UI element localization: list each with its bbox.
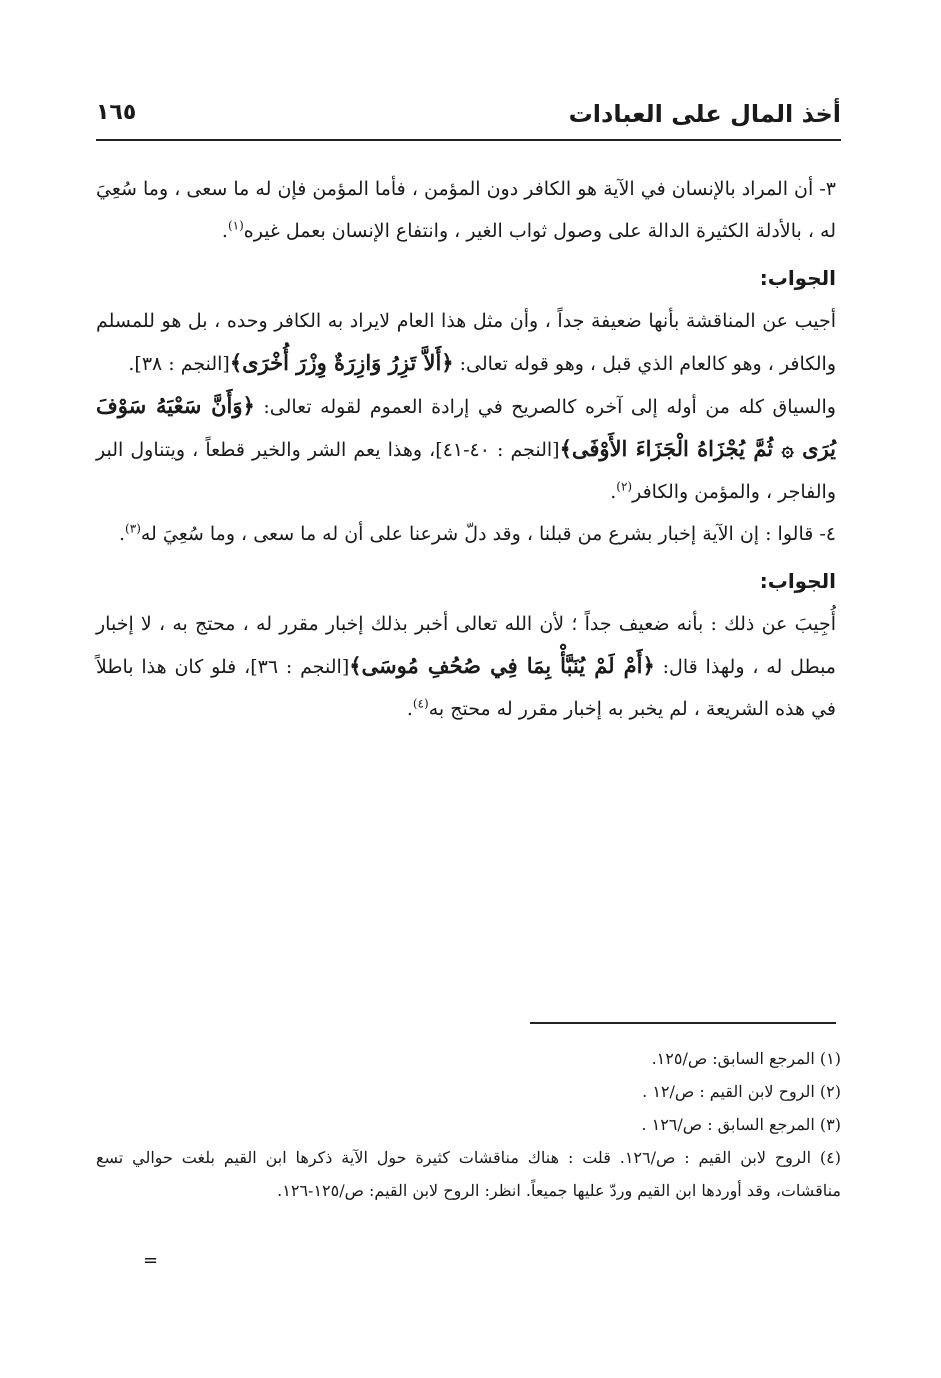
- footnote-ref-2: (٢): [616, 479, 633, 494]
- page-number: ١٦٥: [96, 100, 137, 125]
- paragraph-answer-1: أجيب عن المناقشة بأنها ضعيفة جداً ، وأن مثل هذا العام لايراد به الكافر وحده ، بل هو للمسلم والكافر ، وهو كالعام الذي قبل ، وهو قوله تعالى: ﴿أَلاَّ تَزِرُ وَازِرَةٌ وِزْرَ أُخْرَى﴾[النجم : ٣٨].: [96, 310, 836, 375]
- answer-heading-1: الجواب:: [759, 266, 836, 290]
- answer-heading-2: الجواب:: [759, 569, 836, 593]
- footnotes: [96, 1042, 841, 1207]
- footnote-3: (٣) المرجع السابق : ص/١٢٦ .: [641, 1115, 841, 1134]
- paragraph-context: والسياق كله من أوله إلى آخره كالصريح في إرادة العموم لقوله تعالى: ﴿وَأَنَّ سَعْيَهُ سَوْفَ يُرَى ۞ ثُمَّ يُجْزَاهُ الْجَزَاءَ الأَوْفَى﴾[النجم : ٤٠-٤١]، وهذا يعم الشر والخير قطعاً ، ويتناول البر والفاجر ، والمؤمن والكافر$^{(٢)}$.: [96, 393, 836, 503]
- quran-verse: ﴿وَأَنَّ سَعْيَهُ سَوْفَ يُرَى ۞ ثُمَّ يُجْزَاهُ الْجَزَاءَ الأَوْفَى﴾: [96, 393, 836, 461]
- paragraph-point-4: ٤- قالوا : إن الآية إخبار بشرع من قبلنا ، وقد دلّ شرعنا على أن له ما سعى ، وما سُعِيَ له$^{(٣)}$.: [119, 521, 836, 545]
- header-rule: [96, 139, 841, 141]
- paragraph-answer-2: أُجِيبَ عن ذلك : بأنه ضعيف جداً ؛ لأن الله تعالى أخبر بذلك إخبار مقرر له ، محتج به ، لا إخبار مبطل له ، ولهذا قال: ﴿أَمْ لَمْ يُنَبَّأْ بِمَا فِي صُحُفِ مُوسَى﴾[النجم : ٣٦]، فلو كان هذا باطلاً في هذه الشريعة ، لم يخبر به إخبار مقرر له محتج به$^{(٤)}$.: [96, 613, 836, 720]
- page-header: [96, 96, 841, 136]
- footnote-4: (٤) الروح لابن القيم : ص/١٢٦. قلت : هناك مناقشات كثيرة حول الآية ذكرها ابن القيم بلغت حوالي تسع مناقشات، وقد أوردها ابن القيم وردّ عليها جميعاً. انظر: الروح لابن القيم: ص/١٢٥-١٢٦.: [96, 1148, 841, 1200]
- continuation-mark: =: [143, 1250, 159, 1271]
- quran-verse: ﴿أَلاَّ تَزِرُ وَازِرَةٌ وِزْرَ أُخْرَى﴾: [229, 350, 454, 375]
- footnote-2: (٢) الروح لابن القيم : ص/١٢ .: [642, 1082, 841, 1101]
- footnote-separator: [530, 1022, 836, 1024]
- footnote-ref-4: (٤): [412, 696, 429, 711]
- footnote-ref-1: (١): [227, 218, 244, 233]
- running-title: أخذ المال على العبادات: [568, 100, 841, 128]
- quran-verse: ﴿أَمْ لَمْ يُنَبَّأْ بِمَا فِي صُحُفِ مُوسَى﴾: [349, 653, 655, 678]
- footnote-ref-3: (٣): [125, 521, 141, 536]
- footnote-1: (١) المرجع السابق: ص/١٢٥.: [651, 1049, 841, 1068]
- paragraph-point-3: ٣- أن المراد بالإنسان في الآية هو الكافر دون المؤمن ، فأما المؤمن فإن له ما سعى ، وما سُعِيَ له ، بالأدلة الكثيرة الدالة على وصول ثواب الغير ، وانتفاع الإنسان بعمل غيره$^{(١)}$.: [96, 178, 836, 242]
- main-text: [96, 168, 836, 730]
